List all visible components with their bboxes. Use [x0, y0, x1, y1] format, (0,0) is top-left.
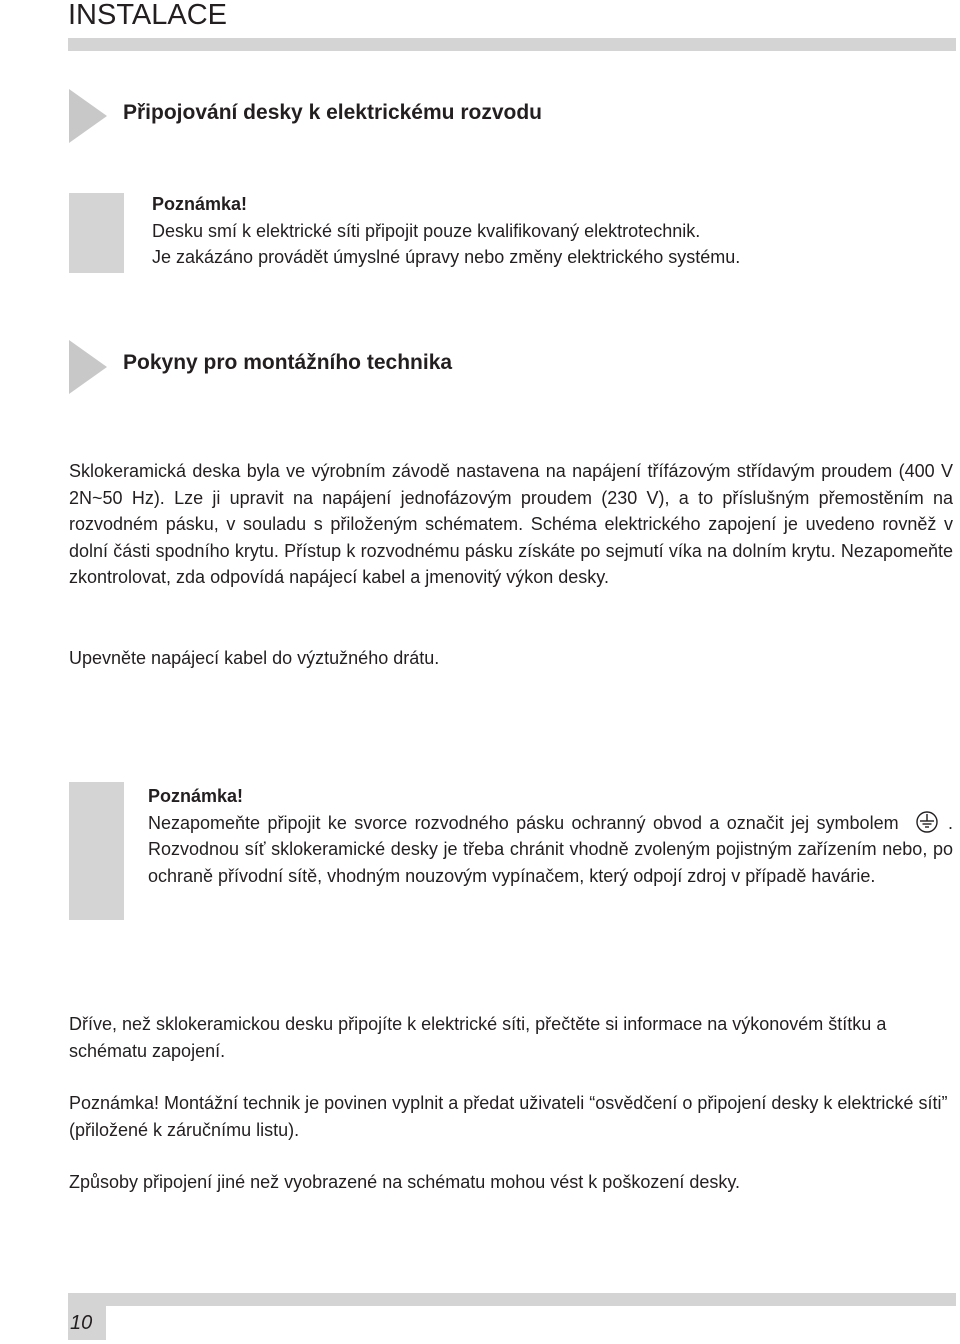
note-marker-block [69, 193, 124, 273]
ground-symbol-icon [906, 811, 948, 833]
note-title: Poznámka! [148, 786, 244, 806]
page-title: INSTALACE [68, 0, 228, 31]
footer-rule [68, 1293, 956, 1306]
note-box-2 [148, 783, 953, 889]
note-text: . Rozvodnou síť sklokeramické desky je třeba chránit vhodně zvoleným pojistným zařízením nebo, po ochraně přívodní sítě, vhodným nouzovým vypínačem, který odpojí zdroj v případě havárie. [148, 812, 953, 886]
note-line: Desku smí k elektrické síti připojit pouze kvalifikovaný elektrotechnik. [152, 220, 701, 241]
section-arrow-icon [69, 89, 107, 143]
note-paragraph [148, 810, 953, 890]
note-title: Poznámka! [152, 194, 248, 214]
page-number-box [68, 1306, 106, 1340]
section-arrow-icon [69, 340, 107, 394]
body-paragraph: Dříve, než sklokeramickou desku připojíte k elektrické síti, přečtěte si informace na výkonovém štítku a schématu zapojení. [69, 1014, 887, 1061]
body-paragraph: Poznámka! Montážní technik je povinen vyplnit a předat uživateli “osvědčení o připojení desky k elektrické síti” (přiložené k záručnímu listu). [69, 1093, 948, 1140]
body-paragraph: Sklokeramická deska byla ve výrobním závodě nastavena na napájení třífázovým střídavým proudem (400 V 2N~50 Hz). Lze ji upravit na napájení jednofázovým proudem (230 V), a to příslušným přemostěním na rozvodném pásku, v souladu s přiloženým schématem. Schéma elektrického zapojení je uvedeno rovněž v dolní části spodního krytu. Přístup k rozvodnému pásku získáte po sejmutí víka na dolním krytu. Nezapomeňte zkontrolovat, zda odpovídá napájecí kabel a jmenovitý výkon desky. [69, 461, 953, 587]
note-box-1 [152, 191, 942, 271]
page-number: 10 [70, 1312, 93, 1334]
header-rule [68, 38, 956, 51]
body-paragraph: Způsoby připojení jiné než vyobrazené na schématu mohou vést k poškození desky. [69, 1172, 741, 1192]
section-heading-connection: Připojování desky k elektrickému rozvodu [123, 101, 542, 124]
body-paragraph: Upevněte napájecí kabel do výztužného drátu. [69, 648, 440, 668]
section-heading-technician: Pokyny pro montážního technika [123, 351, 453, 374]
note-line: Je zakázáno provádět úmyslné úpravy nebo změny elektrického systému. [152, 247, 741, 267]
note-marker-block [69, 782, 124, 920]
note-text: Nezapomeňte připojit ke svorce rozvodného pásku ochranný obvod a označit jej symbolem [148, 812, 899, 833]
